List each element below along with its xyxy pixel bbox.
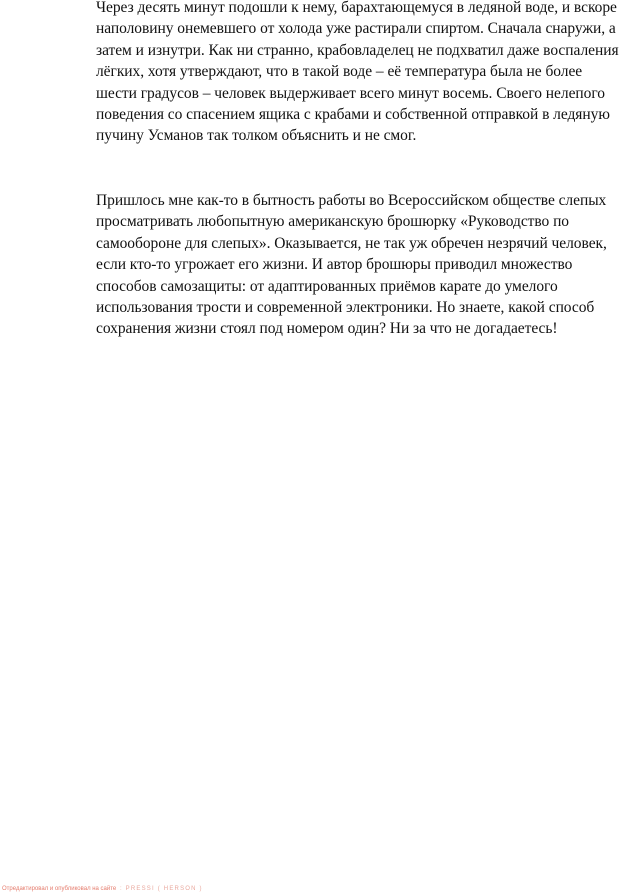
text-line: затем и изнутри. Как ни странно, крабовладелец не подхватил даже воспаления xyxy=(96,41,619,59)
text-line: использования трости и современной электроники. Но знаете, какой способ xyxy=(96,299,595,317)
text-line: пучину Усманов так толком объяснить и не смог. xyxy=(96,127,417,145)
text-line: наполовину онемевшего от холода уже растирали спиртом. Сначала снаружи, а xyxy=(96,20,616,38)
text-line: способов самозащиты: от адаптированных приёмов карате до умелого xyxy=(96,277,558,295)
footer-site-link[interactable]: : PRESSI ( HERSON ) xyxy=(119,886,203,892)
paragraph xyxy=(96,0,619,147)
text-line: шести градусов – человек выдерживает всего минут восемь. Своего нелепого xyxy=(96,84,605,102)
footer-watermark xyxy=(2,885,203,893)
text-line: поведения со спасением ящика с крабами и собственной отправкой в ледяную xyxy=(96,106,610,124)
text-line: Через десять минут подошли к нему, барахтающемуся в ледяной воде, и вскоре xyxy=(96,0,617,16)
footer-text: Отредактировал и опубликовал на сайте xyxy=(2,886,117,892)
text-line: если кто-то угрожает его жизни. И автор брошюры приводил множество xyxy=(96,256,573,274)
text-line: сохранения жизни стоял под номером один? Ни за что не догадаетесь! xyxy=(96,320,558,338)
text-line: лёгких, хотя утверждают, что в такой воде – её температура была не более xyxy=(96,63,583,81)
text-line: Пришлось мне как-то в бытность работы во Всероссийском обществе слепых xyxy=(96,192,607,209)
paragraph xyxy=(96,190,616,340)
text-line: самообороне для слепых». Оказывается, не так уж обречен незрячий человек, xyxy=(96,234,607,252)
text-line: просматривать любопытную американскую брошюрку «Руководство по xyxy=(96,213,570,231)
